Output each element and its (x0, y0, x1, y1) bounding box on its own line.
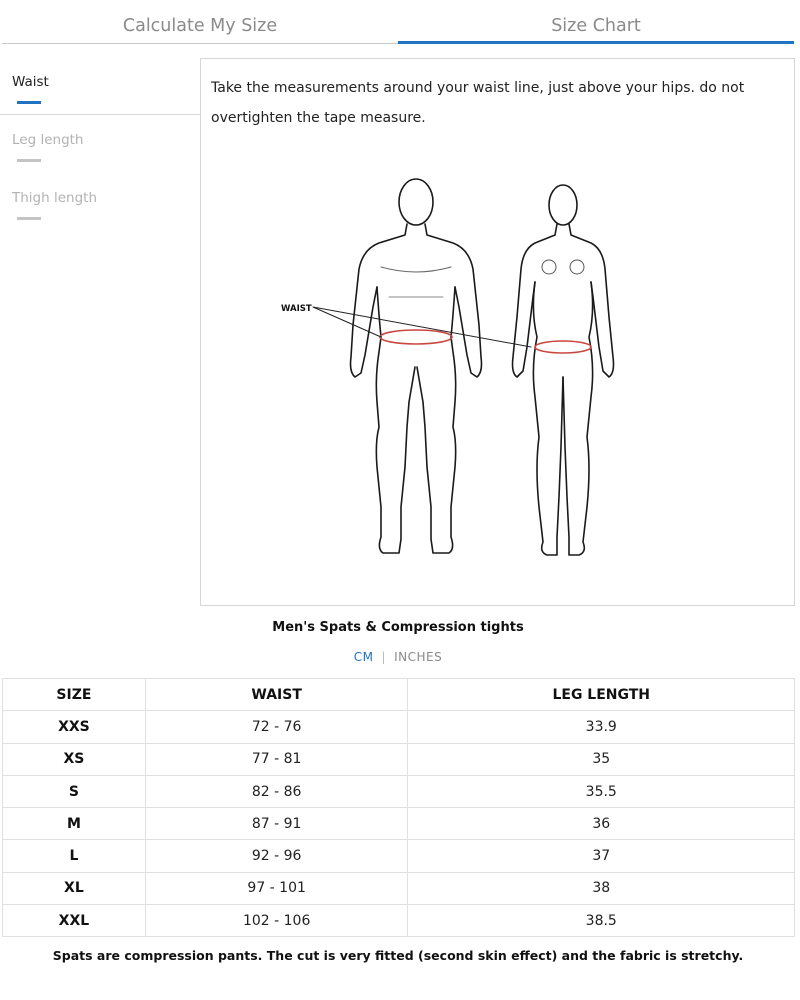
size-cell: XL (3, 872, 146, 904)
table-row (3, 872, 795, 904)
table-row (3, 711, 795, 743)
table-title: Men's Spats & Compression tights (272, 620, 524, 635)
sidebar-item-leg-length[interactable] (0, 118, 200, 172)
active-indicator (17, 101, 41, 104)
table-header-row (3, 679, 795, 711)
tab-bar (0, 0, 800, 44)
waist-measurement-illustration (281, 177, 641, 577)
waist-cell: 77 - 81 (145, 743, 408, 775)
unit-cm-toggle[interactable]: CM (353, 650, 374, 664)
column-header-waist: WAIST (145, 679, 408, 711)
size-cell: XXS (3, 711, 146, 743)
waist-cell: 72 - 76 (145, 711, 408, 743)
waist-cell: 82 - 86 (145, 775, 408, 807)
waist-label: WAIST (281, 304, 312, 314)
measurement-panel (200, 58, 795, 606)
tab-size-chart[interactable]: Size Chart (398, 0, 794, 44)
size-table (2, 678, 795, 937)
male-figure-icon (351, 179, 482, 553)
size-cell: S (3, 775, 146, 807)
waist-cell: 97 - 101 (145, 872, 408, 904)
sidebar-item-thigh-length[interactable] (0, 176, 200, 230)
size-cell: L (3, 840, 146, 872)
table-row (3, 775, 795, 807)
unit-switcher (0, 650, 796, 664)
sidebar-divider (0, 114, 200, 115)
size-cell: XXL (3, 905, 146, 937)
item-indicator (17, 217, 41, 220)
leg-length-cell: 38.5 (408, 905, 795, 937)
item-indicator (17, 159, 41, 162)
waist-cell: 92 - 96 (145, 840, 408, 872)
leg-length-cell: 37 (408, 840, 795, 872)
table-row (3, 808, 795, 840)
fit-note: Spats are compression pants. The cut is very fitted (second skin effect) and the fabric is stretchy. (52, 948, 744, 963)
size-cell: M (3, 808, 146, 840)
leg-length-cell: 38 (408, 872, 795, 904)
measurement-description: Take the measurements around your waist line, just above your hips. do not overtighten the tape measure. (211, 80, 745, 126)
sidebar-item-label: Waist (12, 74, 49, 90)
size-cell: XS (3, 743, 146, 775)
column-header-leg-length: LEG LENGTH (408, 679, 795, 711)
waist-cell: 102 - 106 (145, 905, 408, 937)
sidebar-item-label: Leg length (12, 132, 84, 148)
unit-separator: | (381, 650, 387, 664)
leg-length-cell: 35 (408, 743, 795, 775)
leg-length-cell: 35.5 (408, 775, 795, 807)
leg-length-cell: 36 (408, 808, 795, 840)
leg-length-cell: 33.9 (408, 711, 795, 743)
female-figure-icon (513, 185, 614, 555)
table-row (3, 840, 795, 872)
waist-cell: 87 - 91 (145, 808, 408, 840)
sidebar-item-label: Thigh length (12, 190, 98, 206)
sidebar-item-waist[interactable] (0, 58, 200, 114)
table-row (3, 743, 795, 775)
tab-calculate-my-size[interactable]: Calculate My Size (2, 0, 398, 44)
column-header-size: SIZE (3, 679, 146, 711)
table-row (3, 905, 795, 937)
unit-inches-toggle[interactable]: INCHES (394, 650, 443, 664)
